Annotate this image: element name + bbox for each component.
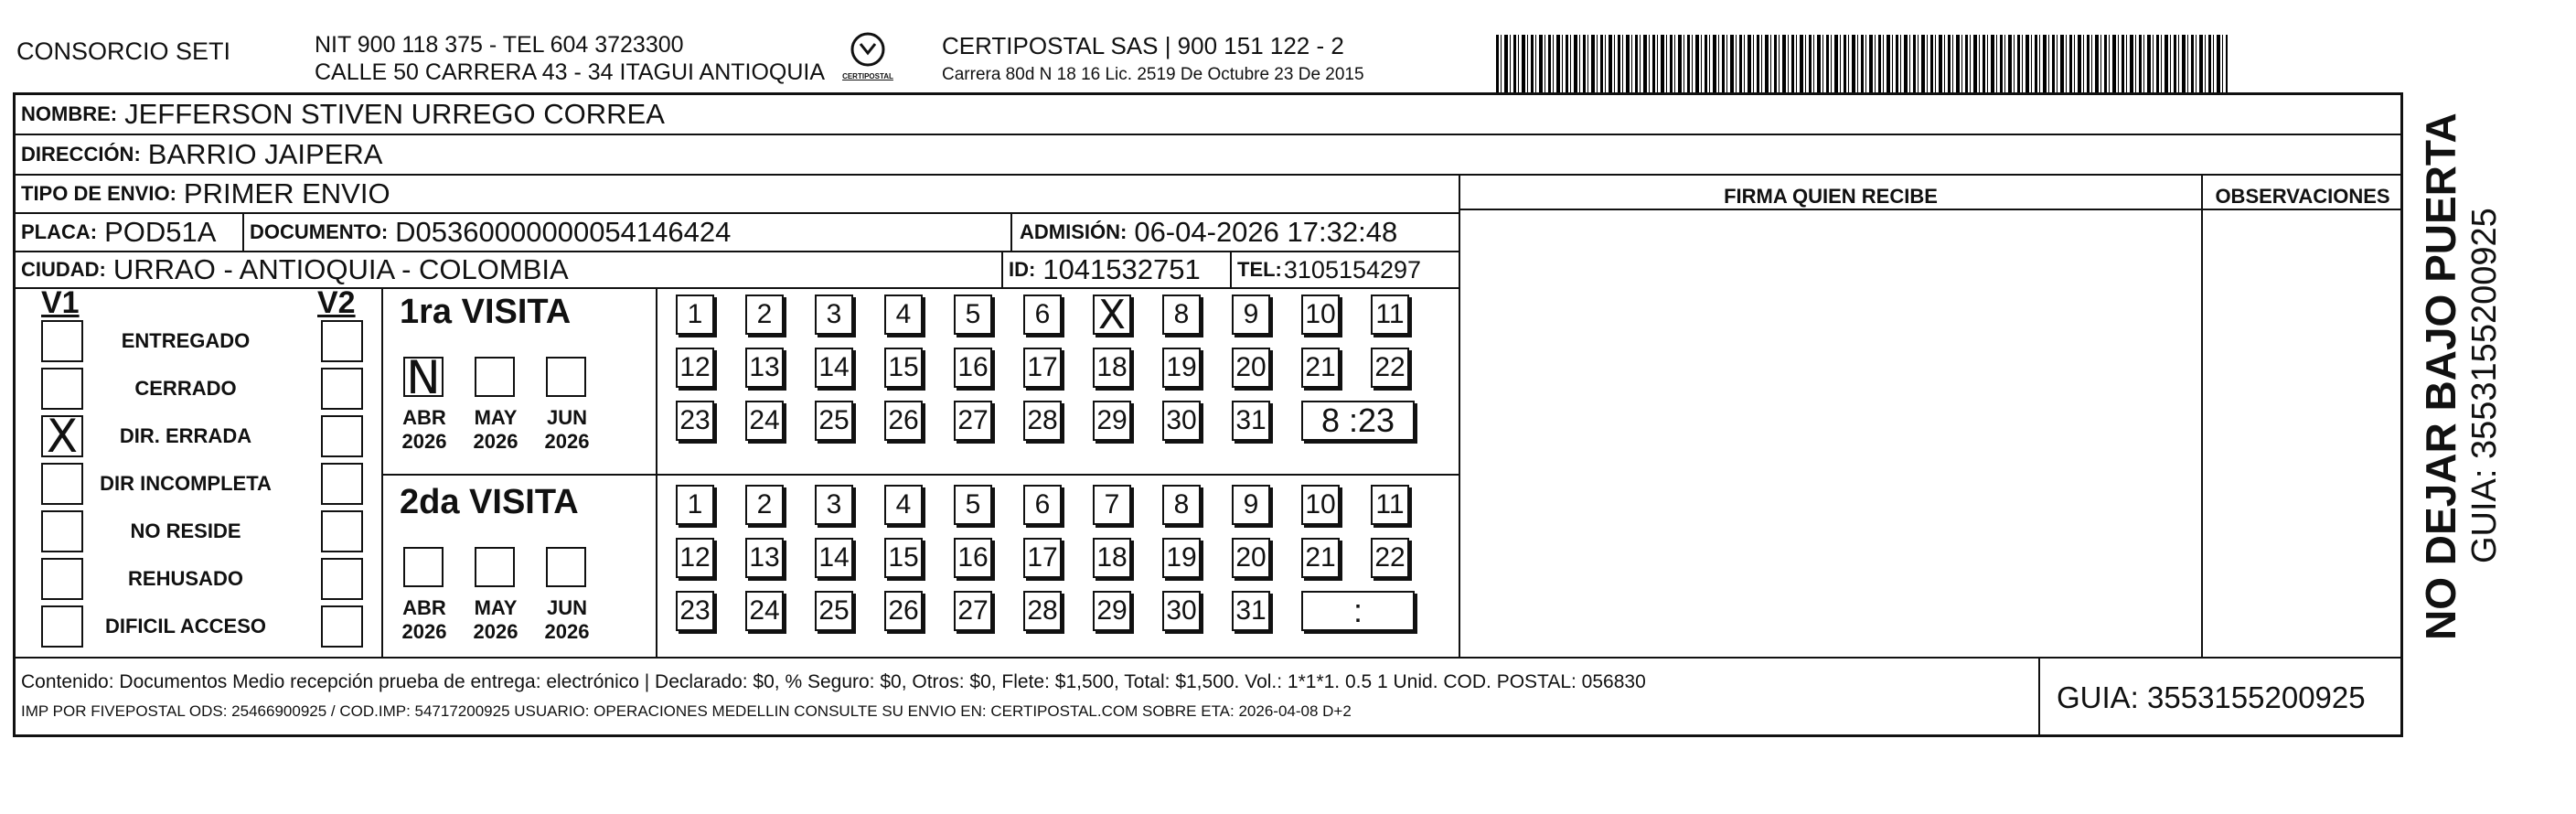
day-box[interactable]: 15 — [884, 348, 923, 388]
month-label — [464, 596, 528, 645]
day-box[interactable]: 22 — [1371, 348, 1409, 388]
delivery-slip — [13, 92, 2403, 737]
day-box[interactable]: 17 — [1023, 348, 1062, 388]
visit2-title: 2da VISITA — [400, 483, 579, 521]
row-name: NOMBRE: JEFFERSON STIVEN URREGO CORREA — [16, 95, 2402, 135]
v2-checkbox[interactable] — [321, 558, 363, 600]
visit1-title: 1ra VISITA — [400, 293, 572, 331]
day-box[interactable]: 27 — [954, 591, 992, 631]
month-checkbox[interactable] — [546, 357, 586, 397]
day-box[interactable]: 7 — [1093, 485, 1131, 525]
month-name: MAY — [474, 406, 518, 429]
day-box[interactable]: 28 — [1023, 401, 1062, 441]
month-name: JUN — [546, 596, 587, 619]
day-box[interactable]: 14 — [815, 348, 853, 388]
status-label: DIR. ERRADA — [119, 424, 252, 447]
month-label — [392, 596, 456, 645]
shipment-type: PRIMER ENVIO — [183, 177, 390, 209]
day-box[interactable]: 8 — [1162, 295, 1201, 335]
signature-header: FIRMA QUIEN RECIBE — [1724, 185, 1938, 208]
document-number: D05360000000054146424 — [395, 216, 732, 248]
day-box[interactable]: 1 — [676, 485, 714, 525]
row-city: CIUDAD: URRAO - ANTIOQUIA - COLOMBIA ID: 1041532751 TEL: 3105154297 — [16, 252, 1460, 289]
day-box[interactable]: 31 — [1232, 591, 1270, 631]
signature-area[interactable] — [1460, 210, 2201, 657]
day-box[interactable]: 23 — [676, 401, 714, 441]
month-label — [392, 406, 456, 455]
certipostal-logo — [839, 31, 896, 86]
day-box[interactable]: 9 — [1232, 485, 1270, 525]
day-box[interactable]: 30 — [1162, 401, 1201, 441]
month-label — [464, 406, 528, 455]
day-box[interactable]: 5 — [954, 295, 992, 335]
day-box[interactable]: 6 — [1023, 485, 1062, 525]
status-label: ENTREGADO — [121, 329, 251, 352]
day-box[interactable]: 6 — [1023, 295, 1062, 335]
month-name: MAY — [474, 596, 518, 619]
day-box[interactable]: 3 — [815, 295, 853, 335]
address-line: CALLE 50 CARRERA 43 - 34 ITAGUI ANTIOQUIA — [315, 59, 826, 85]
day-box[interactable]: 18 — [1093, 348, 1131, 388]
status-label: DIR INCOMPLETA — [100, 472, 272, 495]
month-name: JUN — [546, 406, 587, 429]
day-box[interactable]: 24 — [745, 591, 784, 631]
no-dejar-bajo-puerta: NO DEJAR BAJO PUERTA — [2417, 112, 2464, 640]
day-box[interactable]: 30 — [1162, 591, 1201, 631]
v2-checkbox[interactable] — [321, 415, 363, 457]
status-label: NO RESIDE — [130, 519, 241, 542]
v2-checkbox[interactable] — [321, 510, 363, 552]
observations-area[interactable] — [2203, 210, 2402, 657]
row-type: TIPO DE ENVIO: PRIMER ENVIO — [16, 176, 1460, 214]
carrier-line: CERTIPOSTAL SAS | 900 151 122 - 2 — [942, 32, 1344, 59]
month-label — [535, 406, 599, 455]
day-box[interactable]: 5 — [954, 485, 992, 525]
side-guia: GUIA: 3553155200925 — [2465, 208, 2504, 563]
day-box[interactable]: 14 — [815, 538, 853, 578]
recipient-address: BARRIO JAIPERA — [147, 138, 383, 170]
day-box[interactable]: 22 — [1371, 538, 1409, 578]
month-name: ABR — [402, 406, 446, 429]
day-box[interactable]: 25 — [815, 591, 853, 631]
month-name: ABR — [402, 596, 446, 619]
day-box[interactable]: 10 — [1301, 485, 1340, 525]
v2-checkbox[interactable] — [321, 320, 363, 362]
day-box[interactable]: 10 — [1301, 295, 1340, 335]
month-year: 2026 — [401, 620, 447, 644]
status-label: REHUSADO — [128, 567, 243, 590]
status-label: CERRADO — [134, 377, 237, 400]
v2-checkbox[interactable] — [321, 368, 363, 410]
day-box[interactable]: 26 — [884, 401, 923, 441]
day-box[interactable]: 20 — [1232, 538, 1270, 578]
month-checkbox[interactable] — [403, 547, 444, 587]
day-box[interactable]: 15 — [884, 538, 923, 578]
v2-checkbox[interactable] — [321, 605, 363, 648]
day-box[interactable]: 3 — [815, 485, 853, 525]
month-checkbox[interactable] — [475, 547, 515, 587]
day-box[interactable]: 2 — [745, 295, 784, 335]
day-box[interactable]: 26 — [884, 591, 923, 631]
day-box[interactable]: 29 — [1093, 401, 1131, 441]
row-address: DIRECCIÓN: BARRIO JAIPERA — [16, 135, 2402, 176]
time-box[interactable]: : — [1301, 591, 1415, 631]
day-box[interactable]: 12 — [676, 348, 714, 388]
v1-header: V1 — [41, 285, 80, 320]
company-name: CONSORCIO SETI — [16, 37, 231, 65]
day-box[interactable]: 23 — [676, 591, 714, 631]
time-box[interactable]: 8 :23 — [1301, 401, 1415, 441]
day-box[interactable]: 2 — [745, 485, 784, 525]
footer-guia: GUIA: 3553155200925 — [2057, 680, 2366, 714]
day-box[interactable]: X — [1093, 295, 1131, 335]
status-label: DIFICIL ACCESO — [104, 615, 266, 637]
day-box[interactable]: 1 — [676, 295, 714, 335]
recipient-phone: 3105154297 — [1283, 255, 1422, 284]
month-label — [535, 596, 599, 645]
day-box[interactable]: 13 — [745, 348, 784, 388]
day-box[interactable]: 24 — [745, 401, 784, 441]
day-box[interactable]: 20 — [1232, 348, 1270, 388]
day-box[interactable]: 18 — [1093, 538, 1131, 578]
month-checkbox[interactable]: N — [403, 357, 444, 397]
day-box[interactable]: 4 — [884, 295, 923, 335]
day-box[interactable]: 29 — [1093, 591, 1131, 631]
row-plate: PLACA: POD51A DOCUMENTO: D05360000000054146424 ADMISIÓN: 06-04-2026 17:32:48 — [16, 214, 1460, 252]
observations-header: OBSERVACIONES — [2215, 185, 2390, 208]
month-checkbox[interactable] — [546, 547, 586, 587]
v2-header: V2 — [317, 285, 356, 320]
day-box[interactable]: 16 — [954, 538, 992, 578]
day-box[interactable]: 4 — [884, 485, 923, 525]
admission-date: 06-04-2026 17:32:48 — [1134, 216, 1398, 248]
barcode — [1496, 35, 2228, 93]
v1-checkbox[interactable]: X — [41, 415, 83, 457]
month-year: 2026 — [544, 430, 590, 454]
month-year: 2026 — [544, 620, 590, 644]
month-year: 2026 — [473, 620, 518, 644]
day-box[interactable]: 16 — [954, 348, 992, 388]
footer-imp: IMP POR FIVEPOSTAL ODS: 25466900925 / COD.IMP: 54717200925 USUARIO: OPERACIONES MEDELLIN CONSULTE SU ENVIO EN: CERTIPOSTAL.COM SOBRE ETA: 2026-04-08 D+2 — [21, 702, 1352, 720]
month-year: 2026 — [401, 430, 447, 454]
day-box[interactable]: 19 — [1162, 348, 1201, 388]
month-year: 2026 — [473, 430, 518, 454]
day-box[interactable]: 9 — [1232, 295, 1270, 335]
day-box[interactable]: 21 — [1301, 348, 1340, 388]
day-box[interactable]: 19 — [1162, 538, 1201, 578]
logo-icon — [848, 31, 888, 68]
recipient-name: JEFFERSON STIVEN URREGO CORREA — [124, 98, 665, 130]
day-box[interactable]: 8 — [1162, 485, 1201, 525]
recipient-id: 1041532751 — [1042, 253, 1201, 285]
plate: POD51A — [104, 216, 217, 248]
v2-checkbox[interactable] — [321, 463, 363, 505]
footer-content: Contenido: Documentos Medio recepción prueba de entrega: electrónico | Declarado: $0, % Seguro: $0, Otros: $0, Flete: $1,500, Total: $1,500. Vol.: 1*1*1. 0.5 1 Unid. COD. POSTAL: 056830 — [21, 671, 1646, 692]
day-box[interactable]: 31 — [1232, 401, 1270, 441]
day-box[interactable]: 28 — [1023, 591, 1062, 631]
day-box[interactable]: 17 — [1023, 538, 1062, 578]
day-box[interactable]: 21 — [1301, 538, 1340, 578]
day-box[interactable]: 11 — [1371, 295, 1409, 335]
day-box[interactable]: 27 — [954, 401, 992, 441]
day-box[interactable]: 25 — [815, 401, 853, 441]
day-box[interactable]: 13 — [745, 538, 784, 578]
nit-line: NIT 900 118 375 - TEL 604 3723300 — [315, 32, 684, 58]
month-checkbox[interactable] — [475, 357, 515, 397]
day-box[interactable]: 11 — [1371, 485, 1409, 525]
logo-text: CERTIPOSTAL — [842, 72, 893, 80]
license-line: Carrera 80d N 18 16 Lic. 2519 De Octubre 23 De 2015 — [942, 65, 1364, 84]
day-box[interactable]: 12 — [676, 538, 714, 578]
city: URRAO - ANTIOQUIA - COLOMBIA — [112, 253, 569, 285]
